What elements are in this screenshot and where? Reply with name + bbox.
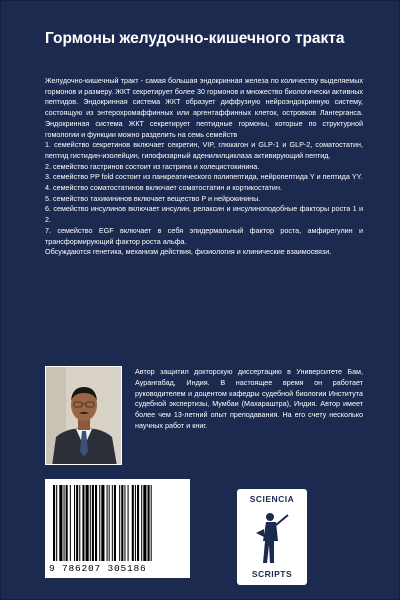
publisher-name-bottom: SCRIPTS <box>251 569 293 579</box>
family-item: 7. семейство EGF включает в себя эпидермальный фактор роста, амфирегулин и трансформирующий фактор роста альфа. <box>45 225 363 246</box>
barcode-bar <box>82 485 84 561</box>
barcode-bar <box>56 485 57 561</box>
author-bio: Автор защитил докторскую диссертацию в Университете Бам, Аурангабад, Индия. В настоящее время он работает руководителем и доцентом кафедры судебной биологии Института судебной экспертизы, Мумбаи (Махараштра), Индия. Автор имеет более чем 13-летний опыт преподавания. На его счету несколько научных работ и книг. <box>135 367 363 430</box>
barcode-bar <box>141 485 142 561</box>
barcode-bar <box>135 485 136 561</box>
barcode-bar <box>64 485 65 561</box>
publisher-name-top: SCIENCIA <box>249 494 295 504</box>
barcode-bar <box>90 485 91 561</box>
barcode-bar <box>124 485 125 561</box>
book-description <box>45 76 363 258</box>
author-photo <box>45 366 122 465</box>
barcode-bar <box>59 485 62 561</box>
barcode-bar <box>66 485 68 561</box>
barcode-bar <box>112 485 113 561</box>
barcode-bar <box>128 485 129 561</box>
barcode-bar <box>76 485 78 561</box>
scribe-figure-icon <box>252 507 292 567</box>
author-portrait-icon <box>46 367 122 465</box>
barcode-bar <box>151 485 152 561</box>
description-intro: Желудочно-кишечный тракт - самая большая эндокринная железа по количеству выделяемых гормонов и размеру. ЖКТ секретирует более 30 гормонов и множество биологически активных пептидов. Эндокринная система ЖКТ образует диффузную нейроэндокринную систему, состоящую из энтерохромаффинных или аргентаффинных клеток, островков Лангерганса. Эндокринная система ЖКТ секретирует пептидные гормоны, которые по структурной гомологии и функции можно разделить на семь семейств <box>45 76 363 139</box>
barcode-bar <box>137 485 139 561</box>
family-item: 4. семейство соматостатинов включает соматостатин и кортикостатин. <box>45 183 282 193</box>
family-item: 1. семейство секретинов включает секретин, VIP, глюкагон и GLP-1 и GLP-2, соматостатин, пептид гистидин-изолейцин, гипофизарный аденилилциклаза активирующий пептид. <box>45 140 363 160</box>
barcode-bar <box>143 485 146 561</box>
barcode-bar <box>95 485 97 561</box>
barcode-bar <box>114 485 116 561</box>
family-item: 6. семейство инсулинов включает инсулин, релаксин и инсулиноподобные факторы роста 1 и 2. <box>45 204 363 225</box>
isbn-digits: 9 786207 305186 <box>49 563 147 574</box>
barcode-bar <box>132 485 134 561</box>
barcode-bar <box>99 485 100 561</box>
barcode-bar <box>119 485 120 561</box>
publisher-logo <box>237 489 307 585</box>
family-item: 3. семейство PP fold состоит из панкреатического полипептида, нейропептида Y и пептида YY. <box>45 172 363 182</box>
barcode-bar <box>74 485 75 561</box>
family-item: 5. семейство тахикининов включает вещество P и нейрокинины. <box>45 193 261 203</box>
barcode-bar <box>107 485 108 561</box>
barcode-bar <box>109 485 110 561</box>
description-outro: Обсуждаются генетика, механизм действия, физиология и клинические взаимосвязи. <box>45 247 332 257</box>
barcode-bar <box>53 485 55 561</box>
barcode-icon <box>45 479 190 563</box>
isbn-barcode <box>45 479 190 578</box>
barcode-bar <box>101 485 104 561</box>
barcode-bar <box>148 485 150 561</box>
barcode-bar <box>121 485 123 561</box>
barcode-bar <box>79 485 80 561</box>
barcode-bar <box>92 485 94 561</box>
family-item: 2. семейство гастринов состоит из гастрина и холецистокинина. <box>45 161 260 171</box>
book-title: Гормоны желудочно-кишечного тракта <box>45 30 345 47</box>
barcode-bar <box>70 485 71 561</box>
barcode-bar <box>86 485 89 561</box>
